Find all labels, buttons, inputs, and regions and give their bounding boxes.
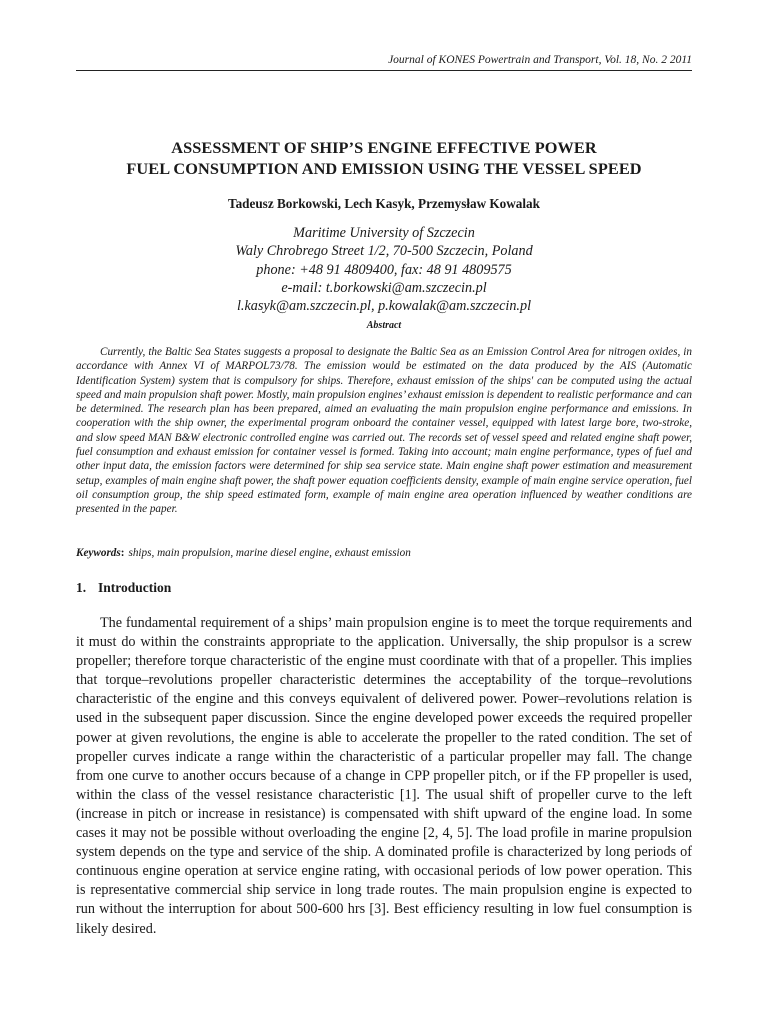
affiliation-block	[60, 224, 708, 315]
keywords-text: ships, main propulsion, marine diesel engine, exhaust emission	[128, 547, 411, 559]
section-heading	[76, 580, 171, 596]
abstract-heading: Abstract	[366, 320, 402, 331]
paper-title	[60, 137, 708, 179]
header-rule	[76, 70, 692, 71]
intro-paragraph: The fundamental requirement of a ships’ main propulsion engine is to meet the torque requirements and it must do within the constraints appropriate to the application. Universally, the ship propulsor is a screw propeller; therefore torque characteristic of the engine must coordinate with that of a propeller. This implies that torque–revolutions propeller characteristic determines the acceptability of the torque–revolutions characteristic of the engine and this conveys equivalent of delivered power. Power–revolutions relation is used in the subsequent paper discussion. Since the engine developed power exceeds the required propeller power at given revolutions, the engine is able to accelerate the propeller to the rated condition. The set of propeller curves indicate a range within the characteristic of a particular propeller may fall. The change from one curve to another occurs because of a change in CPP propeller pitch, or if the FP propeller is used, within the class of the vessel resistance characteristic [1]. The usual shift of propeller curve to the left (increase in pitch or increase in resistance) is compensated with shift upward of the engine load. In some cases it may not be possible without overloading the engine [2, 4, 5]. The load profile in marine propulsion system depends on the type and service of the ship. A dominated profile is characterized by long periods of continuous engine operation at service engine rating, with occasional periods of low power operation. This is representative commercial ship service in long trade routes. The main propulsion engine is expected to run without the interruption for about 500-600 hrs [3]. Best efficiency resulting in low fuel consumption is likely desired.	[76, 615, 692, 937]
section-title: Introduction	[98, 580, 172, 595]
section-number: 1.	[76, 580, 87, 595]
affiliation-institution: Maritime University of Szczecin	[293, 225, 475, 241]
abstract-text: Currently, the Baltic Sea States suggests a proposal to designate the Baltic Sea as an Emission Control Area for nitrogen oxides, in accordance with Annex VI of MARPOL73/78. The emission would be estimated on the data produced by the AIS (Automatic Identification System) system that is compulsory for ships. Therefore, exhaust emission of the ships' can be computed using the actual speed and main propulsion shaft power. Mostly, main propulsion engines’ exhaust emission is dependent to realistic performance and can be determined. The research plan has been prepared, aimed an evaluating the main propulsion engine performance and emissions. In cooperation with the ship owner, the experimental program onboard the container vessel, equipped with latest large bore, two-stroke, and slow speed MAN B&W electronic controlled engine was carried out. The records set of vessel speed and related engine shaft power, fuel consumption and exhaust emission for container vessel is formed. Taking into account; main engine performance, types of fuel and other input data, the emission factors were determined for ship sea service state. Main engine shaft power estimation and measurement setup, examples of main engine shaft power, the shaft power equation coefficients density, example of main engine service operation, fuel oil consumption group, the ship speed estimated form, example of main engine area operation influenced by weather conditions are presented in the paper.	[76, 346, 692, 516]
affiliation-email-1: e-mail: t.borkowski@am.szczecin.pl	[281, 279, 487, 296]
journal-header: Journal of KONES Powertrain and Transport, Vol. 18, No. 2 2011	[388, 54, 692, 66]
affiliation-email-2: l.kasyk@am.szczecin.pl, p.kowalak@am.szczecin.pl	[236, 298, 532, 315]
keywords-label-text: Keywords	[76, 547, 121, 559]
title-line-2: FUEL CONSUMPTION AND EMISSION USING THE VESSEL SPEED	[126, 159, 642, 178]
keywords-colon: :	[120, 547, 125, 559]
author-list: Tadeusz Borkowski, Lech Kasyk, Przemysław Kowalak	[227, 196, 540, 211]
keywords-line	[76, 547, 411, 559]
keywords-label	[76, 547, 124, 559]
affiliation-phone: phone: +48 91 4809400, fax: 48 91 4809575	[256, 261, 512, 278]
affiliation-address: Waly Chrobrego Street 1/2, 70-500 Szczecin, Poland	[235, 243, 533, 260]
title-line-1: ASSESSMENT OF SHIP’S ENGINE EFFECTIVE POWER	[171, 138, 597, 157]
